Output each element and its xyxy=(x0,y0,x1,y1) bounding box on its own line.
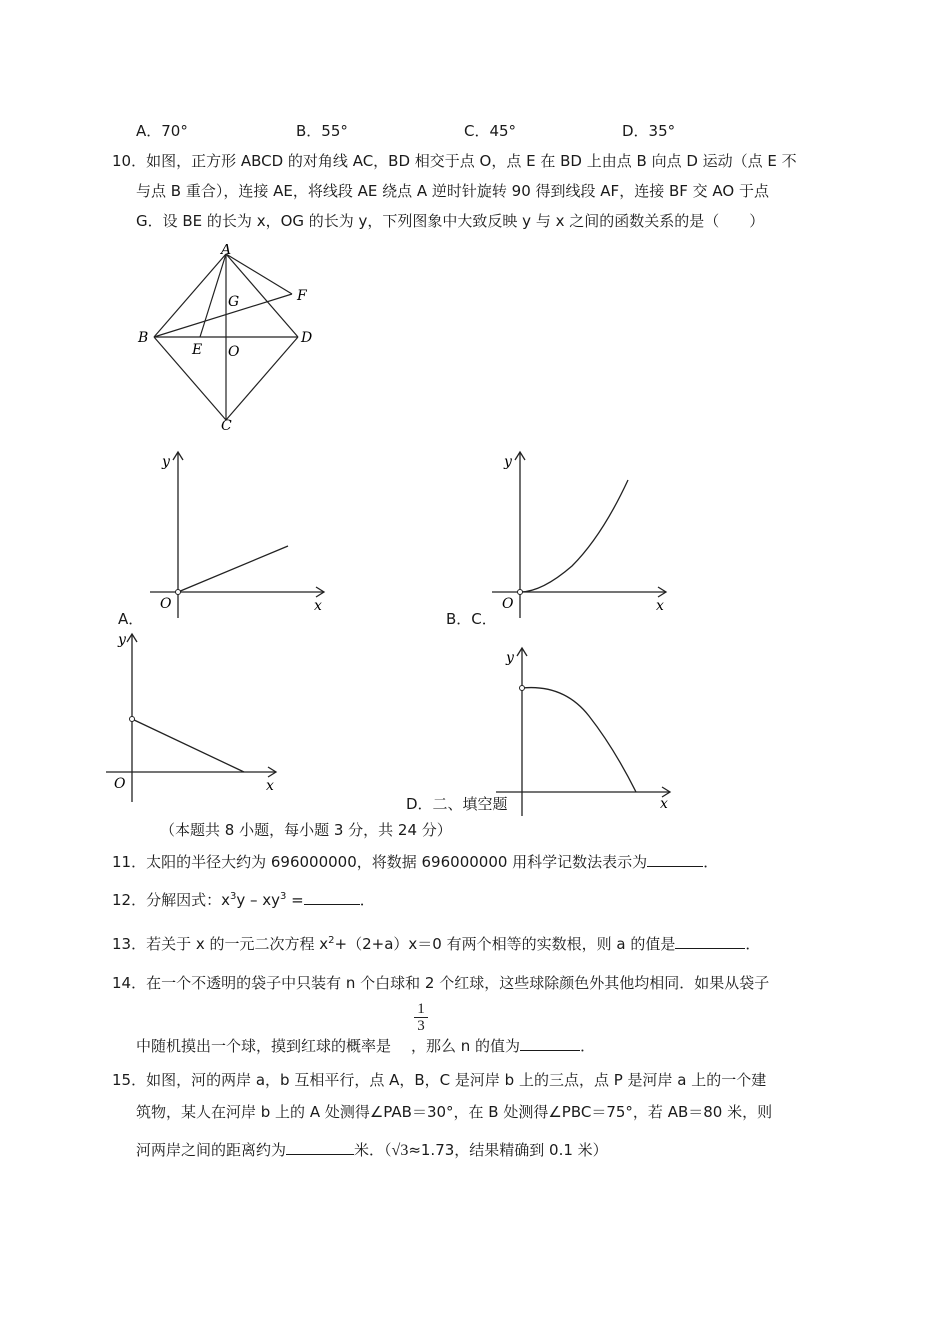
q10-line-2: 与点 B 重合），连接 AE，将线段 AE 绕点 A 逆时针旋转 90 得到线段 AF，连接 BF 交 AO 于点 xyxy=(136,182,769,200)
q14-frac-num: 1 xyxy=(417,1001,425,1017)
q12-sup2: 3 xyxy=(280,891,287,902)
graph-ll-y-label: y xyxy=(118,632,126,648)
q14-frac-den: 3 xyxy=(414,1017,428,1034)
q12-prefix: 12．分解因式：x xyxy=(112,891,230,909)
q12-end: ． xyxy=(359,891,375,909)
graph-bc xyxy=(482,446,682,622)
q15-blank[interactable] xyxy=(286,1140,354,1155)
graph-d-x-label: x xyxy=(660,796,668,812)
q10-option-a-label: A． xyxy=(118,610,144,628)
q11-end: ． xyxy=(703,853,719,871)
label-d: D xyxy=(301,330,313,346)
label-a: A xyxy=(221,244,232,258)
q14-end: ． xyxy=(580,1037,596,1055)
q15-line-2: 筑物，某人在河岸 b 上的 A 处测得∠PAB＝30°，在 B 处测得∠PBC＝75°，若 AB＝80 米，则 xyxy=(136,1103,773,1121)
q15-sqrt: √3 xyxy=(391,1142,409,1159)
q15-line3b: 米．（ xyxy=(354,1141,392,1159)
q12-blank[interactable] xyxy=(304,890,360,905)
q15-line3a: 河两岸之间的距离约为 xyxy=(136,1141,287,1159)
q13-blank[interactable] xyxy=(675,934,745,949)
q10-option-d-label: D．二、填空题 xyxy=(406,795,508,813)
square-abcd-figure xyxy=(130,244,330,434)
q15-line-1: 15．如图，河的两岸 a，b 互相平行，点 A，B，C 是河岸 b 上的三点，点 P 是河岸 a 上的一个建 xyxy=(112,1071,767,1089)
q12 xyxy=(112,889,375,910)
graph-a-x-label: x xyxy=(314,598,322,614)
q10-line-1: 10．如图，正方形 ABCD 的对角线 AC，BD 相交于点 O，点 E 在 BD 上由点 B 向点 D 运动（点 E 不 xyxy=(112,152,797,170)
graph-d xyxy=(484,640,680,820)
q14-line2a: 中随机摸出一个球，摸到红球的概率是 xyxy=(136,1037,392,1055)
graph-a-y-label: y xyxy=(162,454,170,470)
q9-option-c: C．45° xyxy=(464,122,517,140)
graph-ll-origin-label: O xyxy=(114,776,126,792)
q14-line2b: ，那么 n 的值为 xyxy=(411,1037,521,1055)
q12-mid2: = xyxy=(286,891,304,909)
q15-line3c: ≈1.73，结果精确到 0.1 米） xyxy=(408,1141,608,1159)
q11 xyxy=(112,851,718,872)
q15-line-3 xyxy=(136,1139,608,1160)
label-o: O xyxy=(228,344,240,360)
q12-sup1: 3 xyxy=(229,891,237,902)
q10-option-bc-label: B．C． xyxy=(446,610,497,628)
q13-sup: 2 xyxy=(328,935,335,946)
graph-ll-x-label: x xyxy=(266,778,274,794)
label-f: F xyxy=(297,288,307,304)
q9-option-d: D．35° xyxy=(622,122,676,140)
graph-bc-origin-label: O xyxy=(502,596,514,612)
section-note: （本题共 8 小题，每小题 3 分，共 24 分） xyxy=(160,821,452,839)
graph-lower-left xyxy=(100,626,290,806)
q12-mid1: y – xy xyxy=(236,891,281,909)
q14-line-2 xyxy=(136,1035,595,1056)
label-b: B xyxy=(138,330,149,346)
label-c: C xyxy=(221,418,232,434)
q13-end: ． xyxy=(745,935,761,953)
q13 xyxy=(112,933,760,954)
q13-prefix: 13．若关于 x 的一元二次方程 x xyxy=(112,935,329,953)
graph-a xyxy=(140,446,340,622)
q11-text: 11．太阳的半径大约为 696000000，将数据 696000000 用科学记数法表示为 xyxy=(112,853,648,871)
q14-fraction xyxy=(414,1001,428,1034)
q13-mid: +（2+a）x＝0 有两个相等的实数根，则 a 的值是 xyxy=(334,935,676,953)
graph-d-y-label: y xyxy=(506,650,514,666)
q14-blank[interactable] xyxy=(520,1036,580,1051)
q14-line-1: 14．在一个不透明的袋子中只装有 n 个白球和 2 个红球，这些球除颜色外其他均相同．如果从袋子 xyxy=(112,974,770,992)
q9-option-a: A．70° xyxy=(136,122,188,140)
graph-bc-y-label: y xyxy=(504,454,512,470)
label-e: E xyxy=(192,342,203,358)
q10-line-3: G．设 BE 的长为 x，OG 的长为 y，下列图象中大致反映 y 与 x 之间的函数关系的是（ ） xyxy=(136,212,765,230)
label-g: G xyxy=(228,294,240,310)
graph-a-origin-label: O xyxy=(160,596,172,612)
q9-option-b: B．55° xyxy=(296,122,348,140)
graph-bc-x-label: x xyxy=(656,598,664,614)
q11-blank[interactable] xyxy=(647,852,703,867)
